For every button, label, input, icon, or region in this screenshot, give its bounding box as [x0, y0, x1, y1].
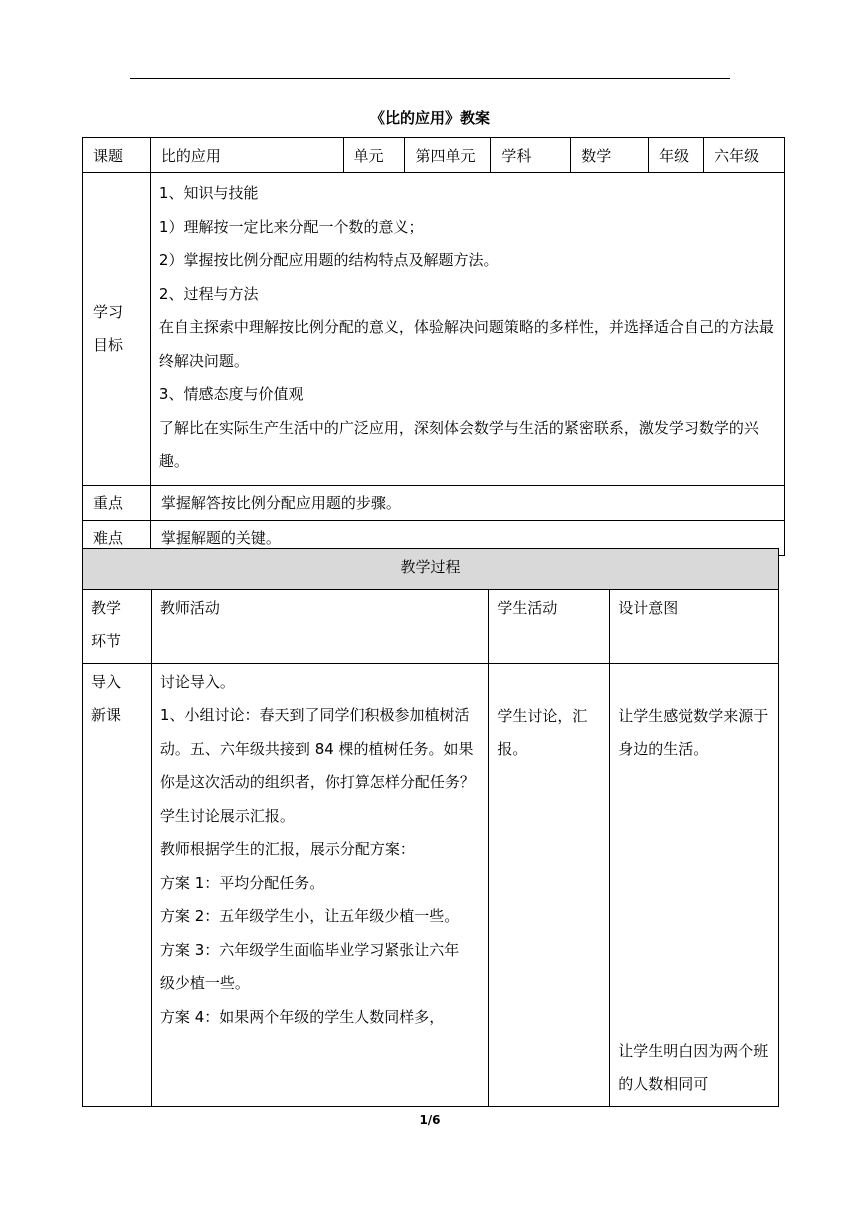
teacher-line: 方案 3：六年级学生面临毕业学习紧张让六年 — [159, 940, 460, 959]
col-teacher: 教师活动 — [151, 589, 488, 663]
objective-line: 2）掌握按比例分配应用题的结构特点及解题方法。 — [158, 251, 499, 269]
teacher-line: 讨论导入。 — [159, 672, 235, 691]
grade-label: 年级 — [649, 138, 704, 173]
difficulty-value: 掌握解题的关键。 — [150, 520, 784, 555]
objective-line: 3、情感态度与价值观 — [158, 385, 304, 403]
col-stage — [83, 589, 152, 663]
stage-cell — [83, 663, 152, 1106]
teacher-line: 级少植一些。 — [159, 974, 250, 992]
objective-line: 2、过程与方法 — [158, 284, 259, 303]
process-row-intro — [83, 663, 779, 1106]
page-number: 1/6 — [419, 1113, 441, 1127]
topic-label: 课题 — [83, 138, 151, 173]
teaching-process-table — [82, 548, 779, 1107]
col-student: 学生活动 — [489, 589, 610, 663]
teacher-line: 学生讨论展示汇报。 — [159, 806, 295, 825]
objectives-label-line2: 目标 — [93, 335, 124, 354]
objective-line: 了解比在实际生产生活中的广泛应用，深刻体会数学与生活的紧密联系，激发学习数学的兴趣。 — [158, 418, 759, 470]
teacher-line: 方案 1：平均分配任务。 — [159, 873, 325, 892]
objectives-content — [150, 173, 784, 486]
unit-value: 第四单元 — [405, 138, 491, 173]
unit-label: 单元 — [343, 138, 405, 173]
objective-line: 在自主探索中理解按比例分配的意义，体验解决问题策略的多样性，并选择适合自己的方法最终解决问题。 — [158, 318, 774, 370]
objectives-label — [83, 173, 151, 486]
difficulty-label: 难点 — [83, 520, 151, 555]
student-activity-text: 学生讨论，汇报。 — [497, 706, 588, 758]
key-point-row — [83, 485, 785, 520]
teacher-activity-cell — [151, 663, 488, 1106]
document-title: 《比的应用》教案 — [369, 109, 490, 127]
key-point-value: 掌握解答按比例分配应用题的步骤。 — [150, 485, 784, 520]
key-point-label: 重点 — [83, 485, 151, 520]
subject-label: 学科 — [491, 138, 571, 173]
col-stage-line1: 教学 — [91, 598, 122, 617]
lesson-info-table — [82, 137, 785, 556]
objectives-label-line1: 学习 — [93, 302, 124, 321]
process-header-row — [83, 549, 779, 590]
teacher-line: 方案 4：如果两个年级的学生人数同样多， — [159, 1007, 445, 1026]
teacher-line: 教师根据学生的汇报，展示分配方案： — [159, 840, 415, 858]
teacher-line: 1、小组讨论：春天到了同学们积极参加植树活动。五、六年级共接到 84 棵的植树任务。如果你是这次活动的组织者，你打算怎样分配任务？ — [159, 706, 475, 791]
student-activity-cell — [489, 663, 610, 1106]
stage-line2: 新课 — [91, 706, 122, 724]
col-stage-line2: 环节 — [91, 632, 122, 650]
objective-line: 1、知识与技能 — [158, 184, 259, 202]
info-row — [83, 138, 785, 173]
design-intent-cell — [610, 663, 779, 1106]
header-rule — [130, 78, 730, 79]
process-header: 教学过程 — [83, 549, 779, 590]
stage-line1: 导入 — [91, 672, 122, 691]
teacher-line: 方案 2：五年级学生小，让五年级少植一些。 — [159, 907, 460, 925]
design-intent-text: 让学生感觉数学来源于身边的生活。 — [618, 706, 769, 758]
topic-value: 比的应用 — [150, 138, 343, 173]
grade-value: 六年级 — [704, 138, 785, 173]
process-columns-row — [83, 589, 779, 663]
objectives-row — [83, 173, 785, 486]
objective-line: 1）理解按一定比来分配一个数的意义； — [158, 217, 424, 236]
subject-value: 数学 — [571, 138, 649, 173]
col-design: 设计意图 — [610, 589, 779, 663]
design-intent-text: 让学生明白因为两个班的人数相同可 — [618, 1041, 769, 1093]
